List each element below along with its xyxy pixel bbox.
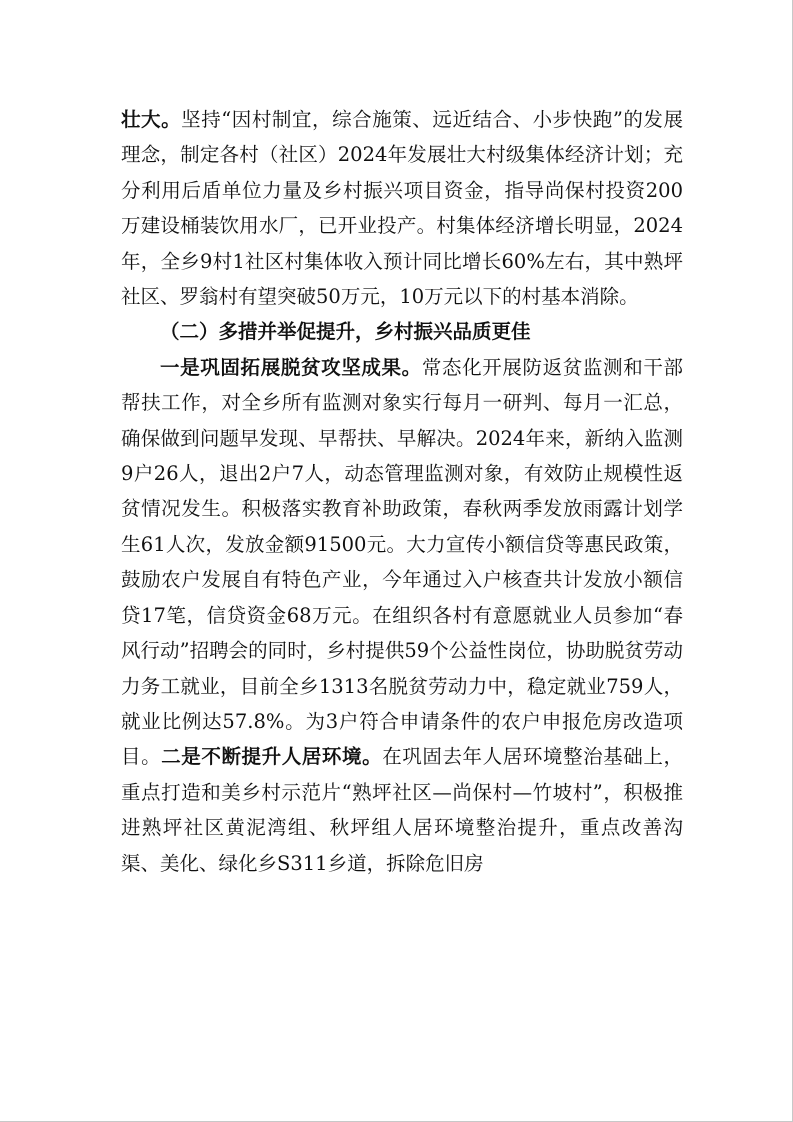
document-body <box>121 102 683 881</box>
paragraph-lead-bold: 一是巩固拓展脱贫攻坚成果。 <box>160 355 422 379</box>
paragraph-collective-economy <box>121 102 683 314</box>
paragraph-lead-bold: 壮大。 <box>121 108 182 131</box>
paragraph-text: 坚持“因村制宜，综合施策、远近结合、小步快跑”的发展理念，制定各村（社区）2024年发展壮大村级集体经济计划；充分利用后盾单位力量及乡村振兴项目资金，指导尚保村投资200万建设桶装饮用水厂，已开业投产。村集体经济增长明显，2024年，全乡9村1社区村集体收入预计同比增长60%左右，其中熟坪社区、罗翁村有望突破50万元，10万元以下的村基本消除。 <box>121 108 683 309</box>
section-heading: （二）多措并举促提升，乡村振兴品质更佳 <box>160 320 531 344</box>
paragraph-text: 常态化开展防返贫监测和干部帮扶工作，对全乡所有监测对象实行每月一研判、每月一汇总，确保做到问题早发现、早帮扶、早解决。2024年来，新纳入监测9户26人，退出2户7人，动态管理监测对象，有效防止规模性返贫情况发生。积极落实教育补助政策，春秋两季发放雨露计划学生61人次，发放金额91500元。大力宣传小额信贷等惠民政策，鼓励农户发展自有特色产业，今年通过入户核查共计发放小额信贷17笔，信贷资金68万元。在组织各村有意愿就业人员参加“春风行动”招聘会的同时，乡村提供59个公益性岗位，协助脱贫劳动力务工就业，目前全乡1313名脱贫劳动力中，稳定就业759人，就业比例达57.8%。为3户符合申请条件的农户申报危房改造项目。 <box>121 355 683 769</box>
paragraph-inline-bold: 二是不断提升人居环境。 <box>161 745 383 769</box>
paragraph-poverty-alleviation <box>121 350 683 881</box>
paragraph-text-continued: 在巩固去年人居环境整治基础上，重点打造和美乡村示范片“熟坪社区—尚保村—竹坡村”，积极推进熟坪社区黄泥湾组、秋坪组人居环境整治提升，重点改善沟渠、美化、绿化乡S311乡道，拆除危旧房 <box>121 745 683 875</box>
